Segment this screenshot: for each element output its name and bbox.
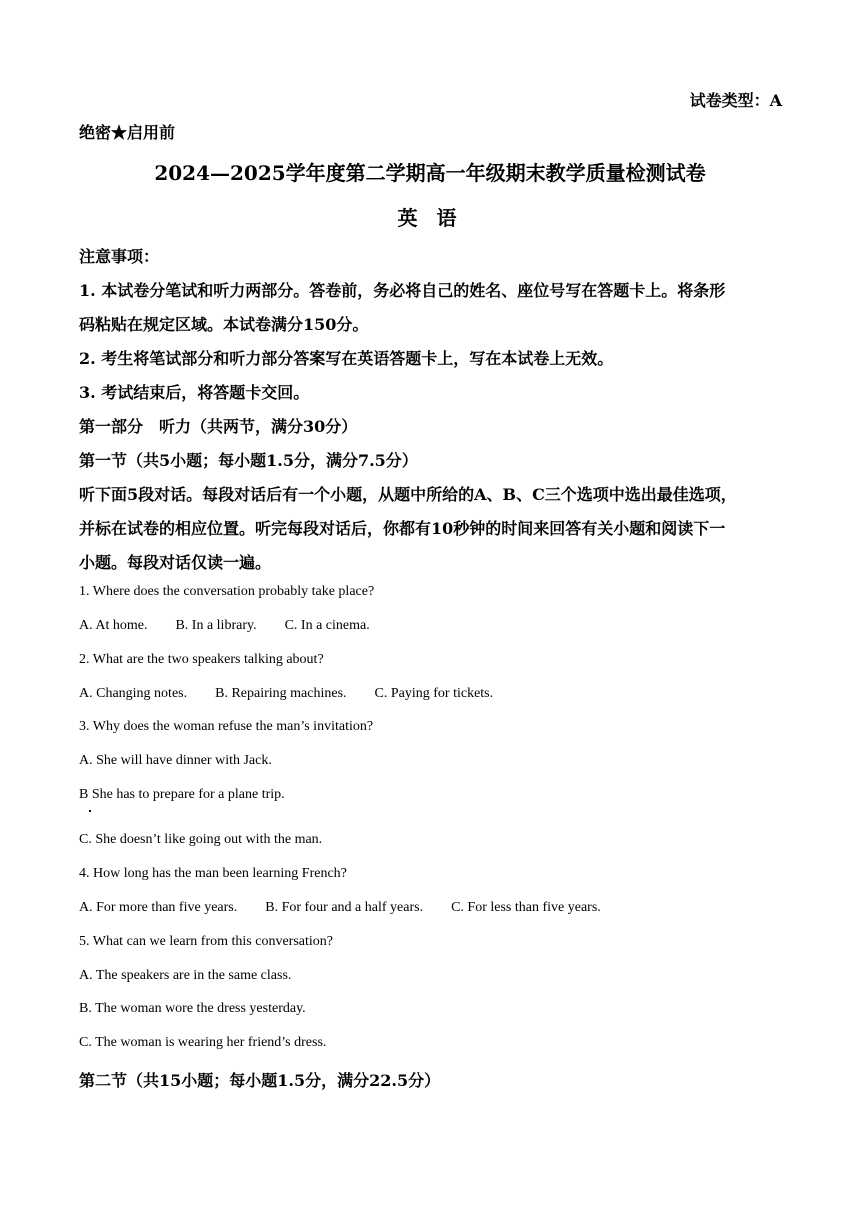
confidential-label: 绝密★启用前 xyxy=(79,123,176,142)
question-4-options xyxy=(79,900,601,916)
question-2: 2. What are the two speakers talking about? xyxy=(79,652,324,667)
option-b: B. In a library. xyxy=(175,618,257,633)
option-b: B. For four and a half years. xyxy=(265,900,424,915)
notice-heading: 注意事项： xyxy=(79,247,160,266)
question-3-option-b: B She has to prepare for a plane trip. xyxy=(79,787,285,802)
section1-heading: 第一节（共5小题；每小题1.5分，满分7.5分） xyxy=(79,451,418,470)
question-1-options xyxy=(79,618,370,634)
option-b: B. Repairing machines. xyxy=(215,686,347,701)
exam-title: 2024—2025学年度第二学期高一年级期末教学质量检测试卷 xyxy=(154,161,706,185)
paper-type-label: 试卷类型：A xyxy=(689,91,782,110)
stray-dot-mark xyxy=(89,810,91,812)
instructions-line-3: 小题。每段对话仅读一遍。 xyxy=(79,553,272,572)
question-3: 3. Why does the woman refuse the man’s invitation? xyxy=(79,719,374,734)
question-5-option-c: C. The woman is wearing her friend’s dress. xyxy=(79,1035,327,1050)
section2-heading: 第二节（共15小题；每小题1.5分，满分22.5分） xyxy=(79,1071,441,1090)
option-a: A. For more than five years. xyxy=(79,900,238,915)
question-5: 5. What can we learn from this conversation? xyxy=(79,934,333,949)
question-1: 1. Where does the conversation probably take place? xyxy=(79,584,375,599)
question-2-options xyxy=(79,686,493,702)
option-c: C. Paying for tickets. xyxy=(374,686,494,701)
question-5-option-b: B. The woman wore the dress yesterday. xyxy=(79,1001,306,1016)
part1-heading: 第一部分 听力（共两节，满分30分） xyxy=(79,417,358,436)
notice-item-1-line-1: 1. 本试卷分笔试和听力两部分。答卷前，务必将自己的姓名、座位号写在答题卡上。将条形 xyxy=(79,281,726,300)
question-3-option-c: C. She doesn’t like going out with the man. xyxy=(79,832,323,847)
notice-item-1-line-2: 码粘贴在规定区域。本试卷满分150分。 xyxy=(79,315,369,334)
instructions-line-2: 并标在试卷的相应位置。听完每段对话后，你都有10秒钟的时间来回答有关小题和阅读下一 xyxy=(79,519,726,538)
option-a: A. Changing notes. xyxy=(79,686,188,701)
option-c: C. For less than five years. xyxy=(451,900,601,915)
question-5-option-a: A. The speakers are in the same class. xyxy=(79,968,292,983)
option-c: C. In a cinema. xyxy=(284,618,370,633)
question-4: 4. How long has the man been learning French? xyxy=(79,866,347,881)
question-3-option-a: A. She will have dinner with Jack. xyxy=(79,753,272,768)
subject-title: 英 语 xyxy=(397,206,463,230)
option-a: A. At home. xyxy=(79,618,148,633)
instructions-line-1: 听下面5段对话。每段对话后有一个小题，从题中所给的A、B、C三个选项中选出最佳选项， xyxy=(79,485,737,504)
notice-item-3: 3. 考试结束后，将答题卡交回。 xyxy=(79,383,310,402)
notice-item-2: 2. 考生将笔试部分和听力部分答案写在英语答题卡上，写在本试卷上无效。 xyxy=(79,349,614,368)
